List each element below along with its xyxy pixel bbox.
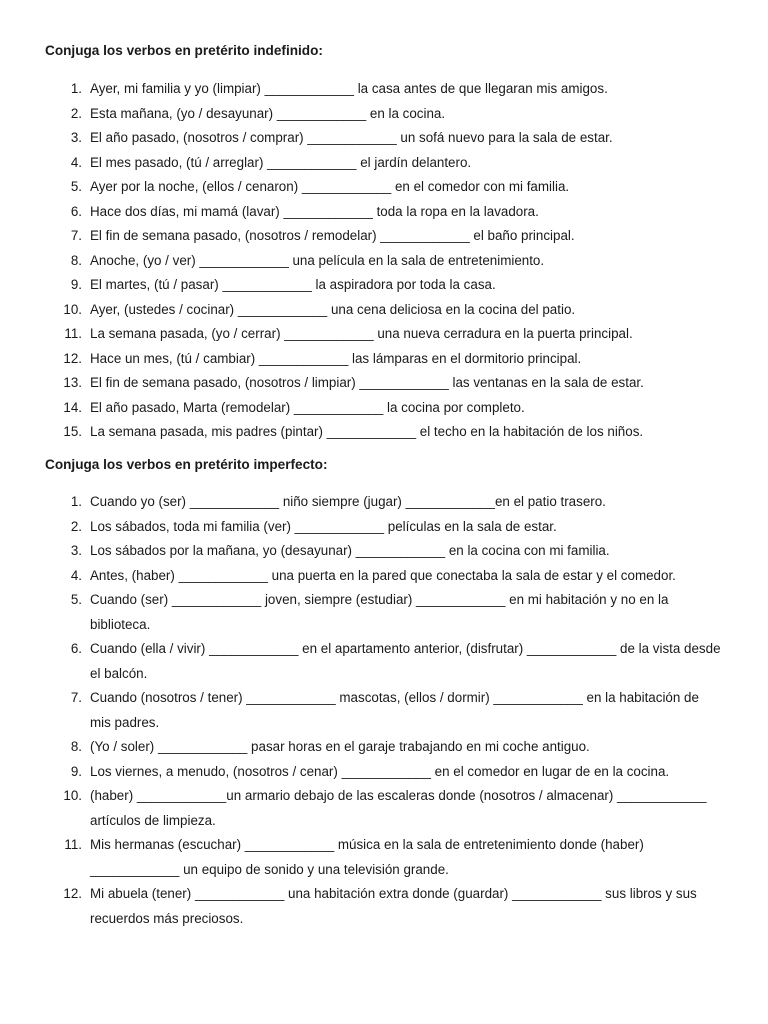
exercise-item bbox=[0, 760, 768, 785]
exercise-number: 12. bbox=[63, 350, 82, 366]
exercise-text: La semana pasada, (yo / cerrar) ____________ una nueva cerradura en la puerta principal. bbox=[90, 326, 633, 341]
exercise-number: 8. bbox=[70, 739, 82, 754]
exercise-number: 11. bbox=[64, 326, 82, 341]
exercise-item bbox=[0, 77, 768, 102]
exercise-number: 4. bbox=[70, 567, 82, 583]
exercise-text: Ayer, (ustedes / cocinar) ____________ una cena deliciosa en la cocina del patio. bbox=[90, 301, 576, 317]
exercise-item bbox=[0, 200, 768, 225]
exercise-item bbox=[0, 784, 768, 833]
exercise-text: (Yo / soler) ____________ pasar horas en el garaje trabajando en mi coche antiguo. bbox=[90, 739, 590, 754]
exercise-item bbox=[0, 224, 768, 249]
exercise-item bbox=[0, 882, 768, 931]
exercise-item bbox=[0, 637, 768, 686]
exercise-text: Ayer, mi familia y yo (limpiar) ____________ la casa antes de que llegaran mis amigos. bbox=[90, 81, 608, 96]
exercise-item bbox=[0, 564, 768, 589]
exercise-number: 8. bbox=[70, 252, 82, 268]
exercise-item bbox=[0, 515, 768, 540]
exercise-number: 2. bbox=[70, 105, 82, 121]
exercise-list-preterito-indefinido bbox=[0, 77, 768, 445]
exercise-text: Esta mañana, (yo / desayunar) ____________ en la cocina. bbox=[90, 105, 446, 121]
exercise-text: Cuando (nosotros / tener) ____________ mascotas, (ellos / dormir) ____________ en la habitación de mis padres. bbox=[90, 690, 699, 730]
exercise-text: Los sábados por la mañana, yo (desayunar) ____________ en la cocina con mi familia. bbox=[90, 543, 610, 558]
exercise-item bbox=[0, 249, 768, 274]
exercise-number: 6. bbox=[70, 641, 82, 656]
exercise-item bbox=[0, 102, 768, 127]
exercise-text: Hace dos días, mi mamá (lavar) ____________ toda la ropa en la lavadora. bbox=[90, 203, 539, 219]
exercise-list-preterito-imperfecto bbox=[0, 490, 768, 931]
exercise-number: 10. bbox=[63, 788, 82, 803]
exercise-number: 9. bbox=[70, 763, 82, 779]
exercise-text: El año pasado, (nosotros / comprar) ____________ un sofá nuevo para la sala de estar. bbox=[90, 130, 613, 145]
exercise-text: Los viernes, a menudo, (nosotros / cenar) ____________ en el comedor en lugar de en la cocina. bbox=[90, 763, 670, 779]
exercise-number: 7. bbox=[70, 228, 82, 243]
exercise-number: 5. bbox=[70, 179, 82, 194]
exercise-item bbox=[0, 175, 768, 200]
exercise-item bbox=[0, 588, 768, 637]
exercise-text: Ayer por la noche, (ellos / cenaron) ____________ en el comedor con mi familia. bbox=[90, 179, 570, 194]
exercise-number: 12. bbox=[63, 886, 82, 901]
exercise-item bbox=[0, 298, 768, 323]
exercise-text: Mis hermanas (escuchar) ____________ música en la sala de entretenimiento donde (haber) ____________ un equipo de sonido y una televisión grande. bbox=[90, 837, 644, 877]
exercise-text: El martes, (tú / pasar) ____________ la aspiradora por toda la casa. bbox=[90, 277, 496, 292]
exercise-number: 10. bbox=[63, 301, 82, 317]
exercise-text: El fin de semana pasado, (nosotros / limpiar) ____________ las ventanas en la sala de estar. bbox=[90, 375, 644, 390]
exercise-text: Antes, (haber) ____________ una puerta en la pared que conectaba la sala de estar y el comedor. bbox=[90, 567, 676, 583]
exercise-item bbox=[0, 347, 768, 372]
exercise-item bbox=[0, 833, 768, 882]
exercise-text: El año pasado, Marta (remodelar) ____________ la cocina por completo. bbox=[90, 399, 525, 415]
section-title-preterito-indefinido: Conjuga los verbos en pretérito indefinido: bbox=[45, 43, 323, 58]
exercise-number: 4. bbox=[70, 154, 82, 170]
exercise-number: 3. bbox=[70, 130, 82, 145]
exercise-number: 9. bbox=[70, 277, 82, 292]
exercise-text: Los sábados, toda mi familia (ver) ____________ películas en la sala de estar. bbox=[90, 518, 557, 534]
exercise-item bbox=[0, 490, 768, 515]
exercise-text: Cuando (ella / vivir) ____________ en el apartamento anterior, (disfrutar) ____________ de la vista desde el balcón. bbox=[90, 641, 721, 681]
exercise-number: 5. bbox=[70, 592, 82, 607]
exercise-item bbox=[0, 371, 768, 396]
exercise-text: Hace un mes, (tú / cambiar) ____________ las lámparas en el dormitorio principal. bbox=[90, 350, 582, 366]
exercise-item bbox=[0, 686, 768, 735]
section-title-preterito-imperfecto: Conjuga los verbos en pretérito imperfecto: bbox=[45, 457, 328, 472]
exercise-text: Anoche, (yo / ver) ____________ una película en la sala de entretenimiento. bbox=[90, 252, 545, 268]
exercise-number: 14. bbox=[63, 399, 82, 415]
exercise-item bbox=[0, 539, 768, 564]
exercise-text: Mi abuela (tener) ____________ una habitación extra donde (guardar) ____________ sus libros y sus recuerdos más preciosos. bbox=[90, 886, 697, 926]
exercise-text: La semana pasada, mis padres (pintar) ____________ el techo en la habitación de los niños. bbox=[90, 424, 644, 439]
exercise-number: 6. bbox=[70, 203, 82, 219]
exercise-number: 2. bbox=[70, 518, 82, 534]
exercise-text: El mes pasado, (tú / arreglar) ____________ el jardín delantero. bbox=[90, 154, 472, 170]
exercise-number: 3. bbox=[70, 543, 82, 558]
exercise-item bbox=[0, 126, 768, 151]
exercise-item bbox=[0, 396, 768, 421]
exercise-text: Cuando yo (ser) ____________ niño siempre (jugar) ____________en el patio trasero. bbox=[90, 494, 606, 509]
exercise-item bbox=[0, 735, 768, 760]
exercise-number: 7. bbox=[70, 690, 82, 705]
exercise-number: 1. bbox=[70, 81, 82, 96]
exercise-text: Cuando (ser) ____________ joven, siempre (estudiar) ____________ en mi habitación y no en la biblioteca. bbox=[90, 592, 669, 632]
exercise-item bbox=[0, 420, 768, 445]
exercise-text: (haber) ____________un armario debajo de las escaleras donde (nosotros / almacenar) ____________ artículos de limpieza. bbox=[90, 788, 707, 828]
exercise-item bbox=[0, 151, 768, 176]
exercise-text: El fin de semana pasado, (nosotros / remodelar) ____________ el baño principal. bbox=[90, 228, 575, 243]
exercise-number: 15. bbox=[63, 424, 82, 439]
exercise-item bbox=[0, 273, 768, 298]
exercise-number: 11. bbox=[64, 837, 82, 852]
exercise-number: 1. bbox=[70, 494, 82, 509]
exercise-item bbox=[0, 322, 768, 347]
exercise-number: 13. bbox=[63, 375, 82, 390]
